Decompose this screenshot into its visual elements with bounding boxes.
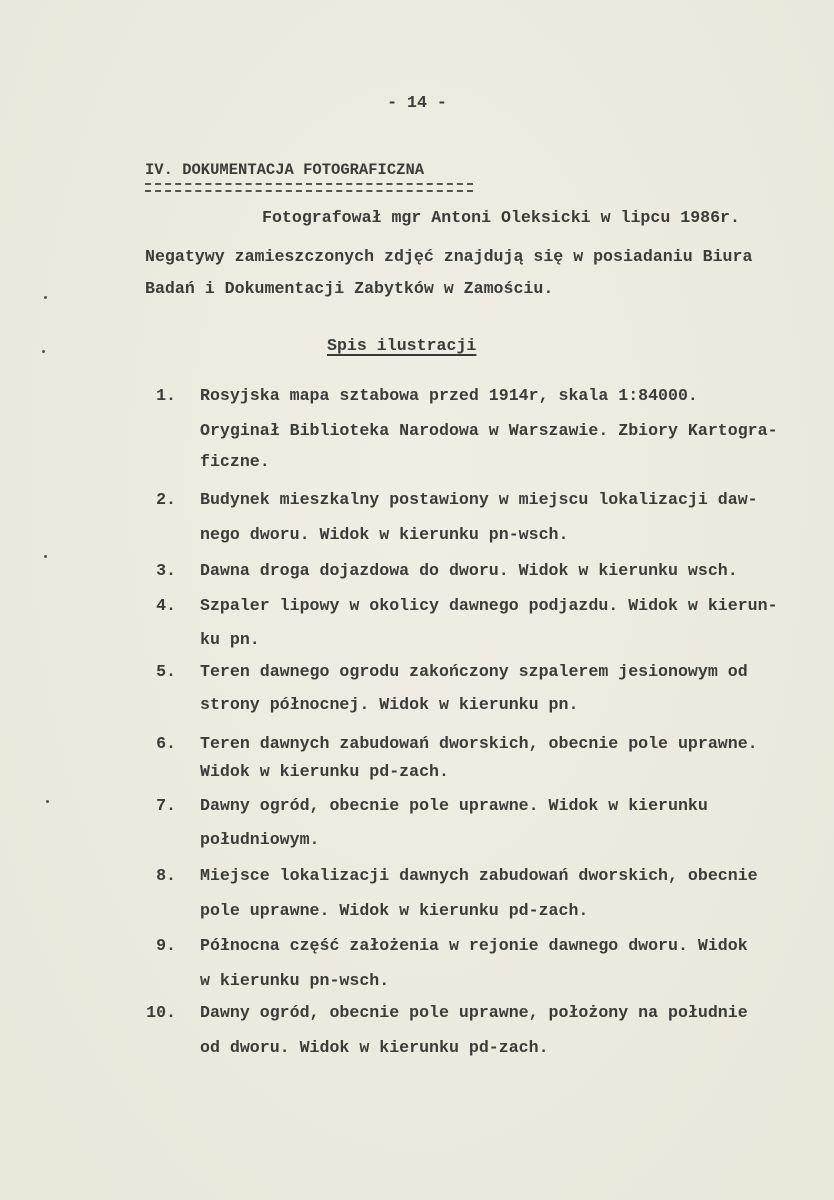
item-number: 1. bbox=[156, 386, 176, 405]
list-item-line: Dawny ogród, obecnie pole uprawne, położony na południe bbox=[200, 1003, 748, 1022]
item-number: 9. bbox=[156, 936, 176, 955]
list-item-line: Teren dawnego ogrodu zakończony szpalerem jesionowym od bbox=[200, 662, 748, 681]
list-item-line: ku pn. bbox=[200, 630, 260, 649]
item-number: 4. bbox=[156, 596, 176, 615]
intro-line: Negatywy zamieszczonych zdjęć znajdują się w posiadaniu Biura bbox=[145, 247, 753, 266]
list-item-line: nego dworu. Widok w kierunku pn-wsch. bbox=[200, 525, 569, 544]
item-number: 5. bbox=[156, 662, 176, 681]
list-item-line: Widok w kierunku pd-zach. bbox=[200, 762, 449, 781]
item-number: 6. bbox=[156, 734, 176, 753]
list-item-line: Miejsce lokalizacji dawnych zabudowań dworskich, obecnie bbox=[200, 866, 758, 885]
intro-line: Fotografował mgr Antoni Oleksicki w lipcu 1986r. bbox=[262, 208, 740, 227]
list-item-line: strony północnej. Widok w kierunku pn. bbox=[200, 695, 579, 714]
item-number: 7. bbox=[156, 796, 176, 815]
list-item-line: pole uprawne. Widok w kierunku pd-zach. bbox=[200, 901, 589, 920]
item-number: 3. bbox=[156, 561, 176, 580]
list-item-line: Budynek mieszkalny postawiony w miejscu lokalizacji daw- bbox=[200, 490, 758, 509]
list-item-line: Rosyjska mapa sztabowa przed 1914r, skala 1:84000. bbox=[200, 386, 698, 405]
item-number: 8. bbox=[156, 866, 176, 885]
list-title: Spis ilustracji bbox=[327, 336, 477, 355]
margin-mark bbox=[42, 350, 45, 353]
list-item-line: Północna część założenia w rejonie dawnego dworu. Widok bbox=[200, 936, 748, 955]
item-number: 2. bbox=[156, 490, 176, 509]
list-item-line: Dawna droga dojazdowa do dworu. Widok w kierunku wsch. bbox=[200, 561, 738, 580]
page-number: - 14 - bbox=[387, 93, 447, 112]
list-item-line: Dawny ogród, obecnie pole uprawne. Widok w kierunku bbox=[200, 796, 708, 815]
list-item-line: południowym. bbox=[200, 830, 320, 849]
list-item-line: Oryginał Biblioteka Narodowa w Warszawie. Zbiory Kartogra- bbox=[200, 421, 778, 440]
heading-double-underline bbox=[145, 183, 473, 192]
list-item-line: w kierunku pn-wsch. bbox=[200, 971, 390, 990]
list-item-line: ficzne. bbox=[200, 452, 270, 471]
list-item-line: od dworu. Widok w kierunku pd-zach. bbox=[200, 1038, 549, 1057]
section-heading: IV. DOKUMENTACJA FOTOGRAFICZNA bbox=[145, 161, 425, 179]
margin-mark bbox=[46, 800, 49, 803]
list-item-line: Teren dawnych zabudowań dworskich, obecnie pole uprawne. bbox=[200, 734, 758, 753]
list-item-line: Szpaler lipowy w okolicy dawnego podjazdu. Widok w kierun- bbox=[200, 596, 778, 615]
margin-mark bbox=[44, 555, 47, 558]
margin-mark bbox=[44, 296, 47, 299]
item-number: 10. bbox=[146, 1003, 176, 1022]
intro-line: Badań i Dokumentacji Zabytków w Zamościu. bbox=[145, 279, 554, 298]
